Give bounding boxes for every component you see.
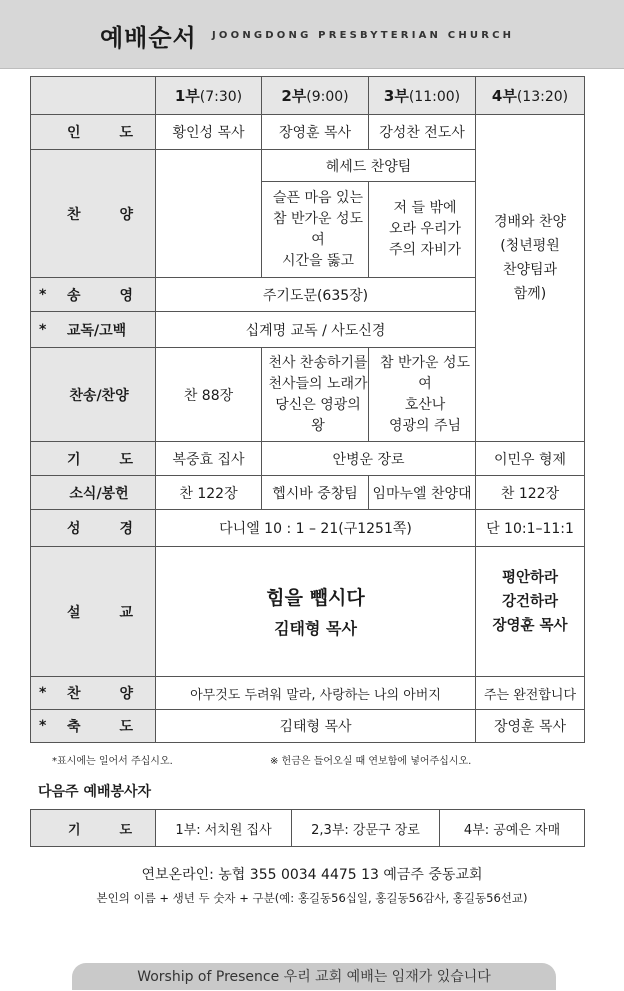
next-week-label: 기 도 <box>31 810 156 847</box>
prayer-row <box>31 442 585 476</box>
sermon-row <box>31 547 585 677</box>
praise-s1-empty <box>156 150 262 278</box>
news-s1: 찬 122장 <box>156 476 262 510</box>
page-title: 예배순서 <box>100 24 197 52</box>
scripture-s123: 다니엘 10 : 1 – 21(구1251쪽) <box>156 510 476 547</box>
leader-s1: 황인성 목사 <box>156 115 262 150</box>
closing-label: * 찬 양 <box>31 677 156 710</box>
service-4-header: 4부(13:20) <box>476 77 585 115</box>
benediction-row <box>31 710 585 743</box>
service-3-header: 3부(11:00) <box>369 77 476 115</box>
scripture-row <box>31 510 585 547</box>
sermon-title: 힘을 뺍시다 <box>266 586 365 609</box>
service-1-header: 1부(7:30) <box>156 77 262 115</box>
praise-label: 찬 양 <box>31 150 156 278</box>
s4-praise-cell: 경배와 찬양 (청년평원 찬양팀과 함께) <box>476 115 585 442</box>
news-row <box>31 476 585 510</box>
next-week-item-3: 4부: 공예은 자매 <box>440 810 585 847</box>
worship-order-table <box>30 76 585 743</box>
leader-s2: 장영훈 목사 <box>262 115 369 150</box>
online-offering-account: 연보온라인: 농협 355 0034 4475 13 예금주 중동교회 <box>141 867 483 883</box>
benediction-s123: 김태형 목사 <box>156 710 476 743</box>
doxology-label: * 송 영 <box>31 278 156 312</box>
corner-cell <box>31 77 156 115</box>
news-s4: 찬 122장 <box>476 476 585 510</box>
news-label: 소식/봉헌 <box>31 476 156 510</box>
news-s3: 임마누엘 찬양대 <box>369 476 476 510</box>
page-header <box>0 0 624 69</box>
scripture-label: 성 경 <box>31 510 156 547</box>
praise-s2-songs: 슬픈 마음 있는 참 반가운 성도여 시간을 뚫고 <box>262 182 369 278</box>
prayer-s1: 복중효 집사 <box>156 442 262 476</box>
leader-label: 인 도 <box>31 115 156 150</box>
benediction-s4: 장영훈 목사 <box>476 710 585 743</box>
hymn-s2-songs: 천사 찬송하기를 천사들의 노래가 당신은 영광의 왕 <box>262 348 369 442</box>
prayer-s4: 이민우 형제 <box>476 442 585 476</box>
next-week-title: 다음주 예배봉사자 <box>38 784 152 800</box>
closing-row <box>31 677 585 710</box>
leader-s3: 강성찬 전도사 <box>369 115 476 150</box>
hymn-s3-songs: 참 반가운 성도여 호산나 영광의 주님 <box>369 348 476 442</box>
praise-s3-songs: 저 들 밖에 오라 우리가 주의 자비가 <box>369 182 476 278</box>
offering-naming-guide: 본인의 이름 + 생년 두 숫자 + 구분(예: 홍길동56십일, 홍길동56감사, 홍길동56선교) <box>96 891 528 905</box>
leader-row <box>31 115 585 150</box>
sermon-s123 <box>156 547 476 677</box>
stand-note: *표시에는 일어서 주십시오. <box>52 756 173 767</box>
next-week-item-2: 2,3부: 강문구 장로 <box>292 810 440 847</box>
sermon-label: 설 교 <box>31 547 156 677</box>
closing-s123: 아무것도 두려워 말라, 사랑하는 나의 아버지 <box>156 677 476 710</box>
next-week-table <box>30 809 585 847</box>
benediction-label: * 축 도 <box>31 710 156 743</box>
footer-banner: Worship of Presence 우리 교회 예배는 임재가 있습니다 <box>72 963 556 990</box>
closing-s4: 주는 완전합니다 <box>476 677 585 710</box>
sermon-preacher: 김태형 목사 <box>274 618 357 638</box>
praise-team: 헤세드 찬양팀 <box>262 150 476 182</box>
sermon-s4: 평안하라 강건하라 장영훈 목사 <box>476 547 585 677</box>
creed-label: * 교독/고백 <box>31 312 156 348</box>
next-week-row <box>31 810 585 847</box>
news-s2: 헵시바 중창팀 <box>262 476 369 510</box>
next-week-item-1: 1부: 서치원 집사 <box>156 810 292 847</box>
scripture-s4: 단 10:1–11:1 <box>476 510 585 547</box>
hymn-label: 찬송/찬양 <box>31 348 156 442</box>
church-name: JOONGDONG PRESBYTERIAN CHURCH <box>212 30 515 41</box>
hymn-s1: 찬 88장 <box>156 348 262 442</box>
prayer-label: 기 도 <box>31 442 156 476</box>
doxology-value: 주기도문(635장) <box>156 278 476 312</box>
service-header-row <box>31 77 585 115</box>
service-2-header: 2부(9:00) <box>262 77 369 115</box>
creed-value: 십계명 교독 / 사도신경 <box>156 312 476 348</box>
notes <box>52 752 472 767</box>
prayer-s23: 안병운 장로 <box>262 442 476 476</box>
offering-note: ※ 헌금은 들어오실 때 연보함에 넣어주십시오. <box>270 756 472 767</box>
